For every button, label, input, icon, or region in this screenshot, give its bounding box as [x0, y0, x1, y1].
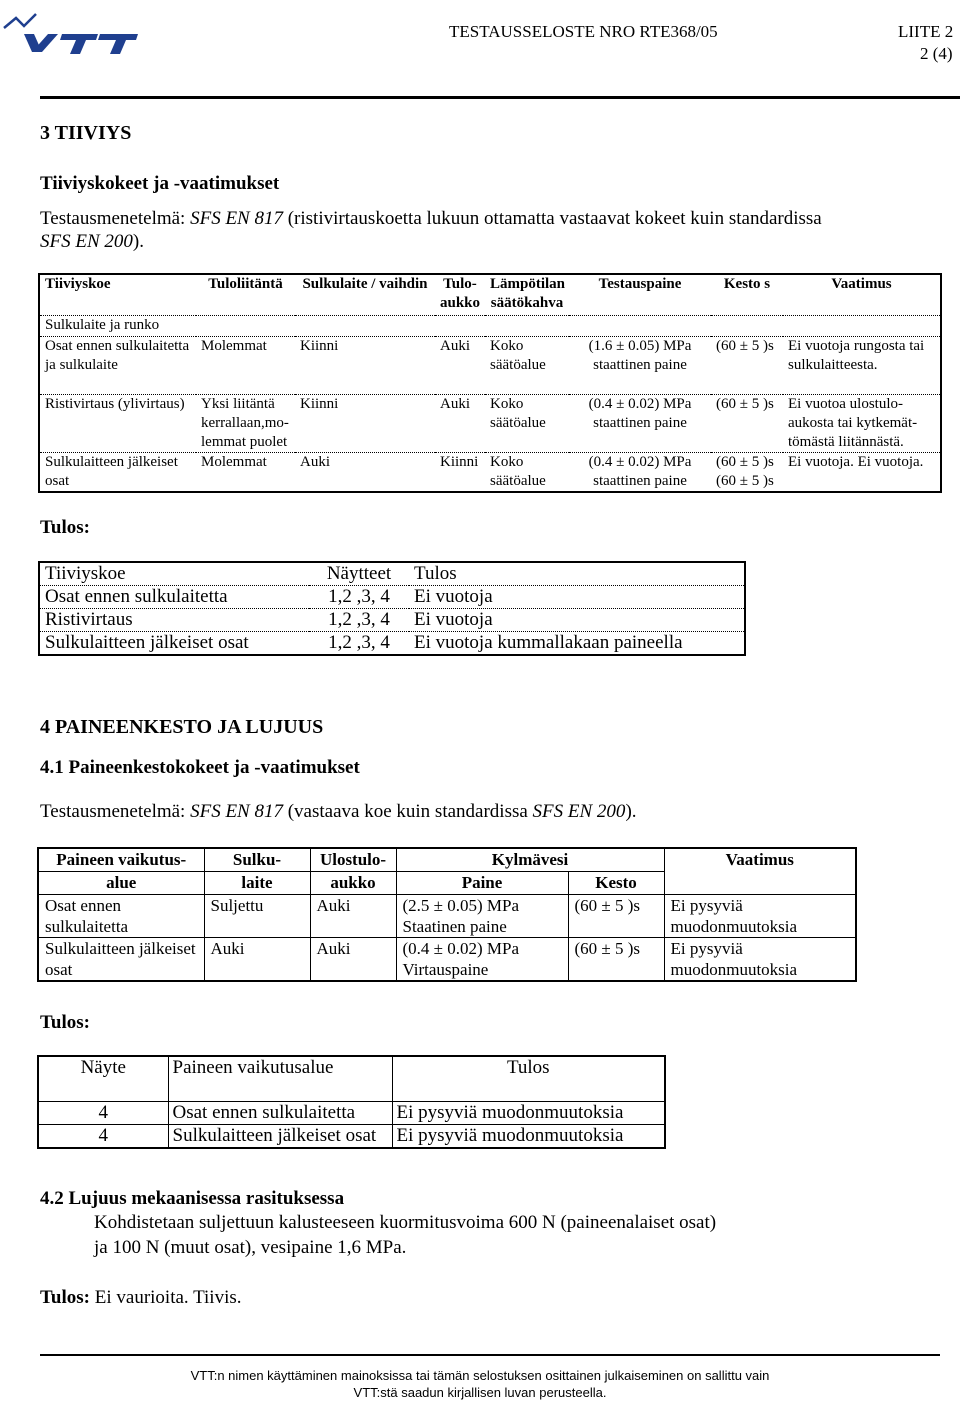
- table-cell: Ei vuotoja: [409, 609, 745, 632]
- pressure-results-table: [37, 1055, 666, 1149]
- table-cell: Osat ennen sulkulaitetta: [39, 586, 309, 609]
- footer-rule: [40, 1354, 940, 1356]
- table-header-row: [39, 562, 745, 586]
- table-row: [39, 609, 745, 632]
- table-cell: 4: [38, 1125, 168, 1149]
- table-row: [39, 395, 941, 453]
- table-header-row: [39, 274, 941, 316]
- footer-line-2: VTT:stä saadun kirjallisen luvan perusteella.: [353, 1385, 607, 1400]
- table-cell: Koko säätöalue: [485, 337, 569, 395]
- section-4-2-text-line-2: ja 100 N (muut osat), vesipaine 1,6 MPa.: [94, 1237, 407, 1258]
- table-cell: Yksi liitäntä kerrallaan,mo-lemmat puolet: [196, 395, 295, 453]
- method-line: Testausmenetelmä: SFS EN 817 (vastaava koe kuin standardissa SFS EN 200).: [40, 801, 637, 822]
- table-header-row: [38, 848, 856, 872]
- table-row: [38, 1102, 665, 1125]
- table-cell: (0.4 ± 0.02) MPa staattinen paine: [569, 395, 711, 453]
- table-cell: (60 ± 5 )s: [711, 337, 783, 395]
- page-number: 2 (4): [920, 44, 953, 63]
- header-cell: Tulos: [409, 562, 745, 586]
- header-cell: Vaatimus: [664, 848, 856, 895]
- table-cell: Ristivirtaus: [39, 609, 309, 632]
- table-cell: Ei vuotoja kummallakaan paineella: [414, 632, 683, 653]
- table-header-row: [38, 1056, 665, 1102]
- header-cell: Näytteet: [309, 562, 409, 586]
- table-cell: Ristivirtaus (ylivirtaus): [39, 395, 196, 453]
- header-cell: Paine: [396, 872, 568, 895]
- header-cell: Tiiviyskoe: [39, 562, 309, 586]
- header-cell: Testauspaine: [569, 274, 711, 316]
- tightness-requirements-table: [38, 273, 942, 493]
- table-row: [39, 586, 745, 609]
- method-line-1: Testausmenetelmä: SFS EN 817 (ristivirtauskoetta lukuun ottamatta vastaavat kokeet kuin standardissa: [40, 208, 822, 229]
- section-row-label: Sulkulaite ja runko: [39, 316, 941, 337]
- header-cell: aukko: [310, 872, 396, 895]
- section-4-2-text-line-1: Kohdistetaan suljettuun kalusteeseen kuormitusvoima 600 N (paineenalaiset osat): [94, 1212, 717, 1233]
- header-rule: [40, 96, 960, 99]
- header-cell: Paineen vaikutusalue: [168, 1056, 392, 1102]
- table-cell: (1.6 ± 0.05) MPa staattinen paine: [569, 337, 711, 395]
- table-cell: Sulkulaitteen jälkeiset osat: [168, 1125, 392, 1149]
- result-label: Tulos:: [40, 517, 90, 538]
- table-cell: (60 ± 5 )s: [568, 938, 664, 982]
- tightness-results-table: [38, 561, 746, 656]
- header-cell: Kesto s: [711, 274, 783, 316]
- section-4-heading: 4 PAINEENKESTO JA LUJUUS: [40, 716, 324, 738]
- table-row: [38, 895, 856, 938]
- table-cell: Ei pysyviä muodonmuutoksia: [664, 895, 856, 938]
- method-line-2: SFS EN 200).: [40, 231, 144, 252]
- table-cell: Sulkulaitteen jälkeiset osat: [38, 938, 204, 982]
- table-cell: Suljettu: [204, 895, 310, 938]
- table-row: [39, 453, 941, 493]
- table-cell: Ei pysyviä muodonmuutoksia: [664, 938, 856, 982]
- table-row: [38, 938, 856, 982]
- table-cell: Kiinni: [295, 395, 435, 453]
- table-cell: Ei vuotoja: [409, 586, 745, 609]
- header-cell: Tiiviyskoe: [39, 274, 196, 316]
- header-cell: Tulos: [392, 1056, 665, 1102]
- table-cell: Koko säätöalue: [490, 454, 546, 489]
- header-cell: Kylmävesi: [396, 848, 664, 872]
- table-cell: 1,2 ,3, 4: [309, 586, 409, 609]
- table-cell: (60 ± 5 )s (60 ± 5 )s: [716, 454, 774, 489]
- table-cell: (60 ± 5 )s: [568, 895, 664, 938]
- table-cell: (60 ± 5 )s: [711, 395, 783, 453]
- table-cell: (0.4 ± 0.02) MPa staattinen paine: [588, 454, 692, 489]
- table-cell: Osat ennen sulkulaitetta: [38, 895, 204, 938]
- table-cell: Molemmat: [201, 454, 267, 470]
- final-result: Tulos: Ei vaurioita. Tiivis.: [40, 1287, 242, 1308]
- table-cell: (2.5 ± 0.05) MPa Staatinen paine: [396, 895, 568, 938]
- table-row: [39, 337, 941, 395]
- table-cell: Auki: [435, 395, 485, 453]
- table-cell: Auki: [310, 895, 396, 938]
- header-cell: Paineen vaikutus-: [38, 848, 204, 872]
- table-cell: (0.4 ± 0.02) MPa Virtauspaine: [396, 938, 568, 982]
- table-cell: Osat ennen sulkulaitetta ja sulkulaite: [39, 337, 196, 395]
- table-cell: Sulkulaitteen jälkeiset osat: [45, 454, 178, 489]
- header-cell: Sulku-: [204, 848, 310, 872]
- table-cell: 4: [38, 1102, 168, 1125]
- header-cell: Näyte: [38, 1056, 168, 1102]
- header-cell: laite: [204, 872, 310, 895]
- table-cell: Auki: [300, 454, 330, 470]
- table-cell: Auki: [435, 337, 485, 395]
- header-cell: Ulostulo-: [310, 848, 396, 872]
- table-cell: Ei vuotoja. Ei vuotoja.: [788, 454, 924, 470]
- table-cell: Auki: [204, 938, 310, 982]
- table-cell: Ei vuotoa ulostulo-aukosta tai kytkemät-tömästä liitännästä.: [783, 395, 941, 453]
- section-3-subheading: Tiiviyskokeet ja -vaatimukset: [40, 173, 280, 194]
- section-4-2-heading: 4.2 Lujuus mekaanisessa rasituksessa: [40, 1188, 345, 1209]
- table-cell: Ei pysyviä muodonmuutoksia: [392, 1102, 665, 1125]
- report-title: TESTAUSSELOSTE NRO RTE368/05: [449, 22, 718, 41]
- pressure-requirements-table: [37, 847, 857, 982]
- table-cell: Koko säätöalue: [485, 395, 569, 453]
- header-cell: Tulo- aukko: [435, 274, 485, 316]
- header-cell: Sulkulaite / vaihdin: [295, 274, 435, 316]
- table-cell: Sulkulaitteen jälkeiset osat: [45, 632, 249, 653]
- header-cell: Tuloliitäntä: [196, 274, 295, 316]
- section-3-heading: 3 TIIVIYS: [40, 122, 132, 144]
- table-cell: Ei vuotoja rungosta tai sulkulaitteesta.: [783, 337, 941, 395]
- header-cell: alue: [38, 872, 204, 895]
- appendix-label: LIITE 2: [898, 22, 954, 41]
- table-row: [39, 632, 745, 656]
- table-cell: 1,2 ,3, 4: [328, 632, 390, 653]
- header-cell: Vaatimus: [783, 274, 941, 316]
- table-cell: Auki: [310, 938, 396, 982]
- result-label: Tulos:: [40, 1012, 90, 1033]
- header-cell: Lämpötilan säätökahva: [485, 274, 569, 316]
- table-cell: Kiinni: [440, 454, 479, 470]
- table-cell: Osat ennen sulkulaitetta: [168, 1102, 392, 1125]
- table-row: [38, 1125, 665, 1149]
- table-cell: Ei pysyviä muodonmuutoksia: [392, 1125, 665, 1149]
- header-cell: Kesto: [568, 872, 664, 895]
- section-4-1-heading: 4.1 Paineenkestokokeet ja -vaatimukset: [40, 757, 360, 778]
- footer-line-1: VTT:n nimen käyttäminen mainoksissa tai tämän selostuksen osittainen julkaiseminen on sallittu vain: [190, 1368, 770, 1383]
- section-row: [39, 316, 941, 337]
- table-cell: Molemmat: [196, 337, 295, 395]
- table-cell: 1,2 ,3, 4: [309, 609, 409, 632]
- vtt-logo: [2, 8, 142, 54]
- table-cell: Kiinni: [295, 337, 435, 395]
